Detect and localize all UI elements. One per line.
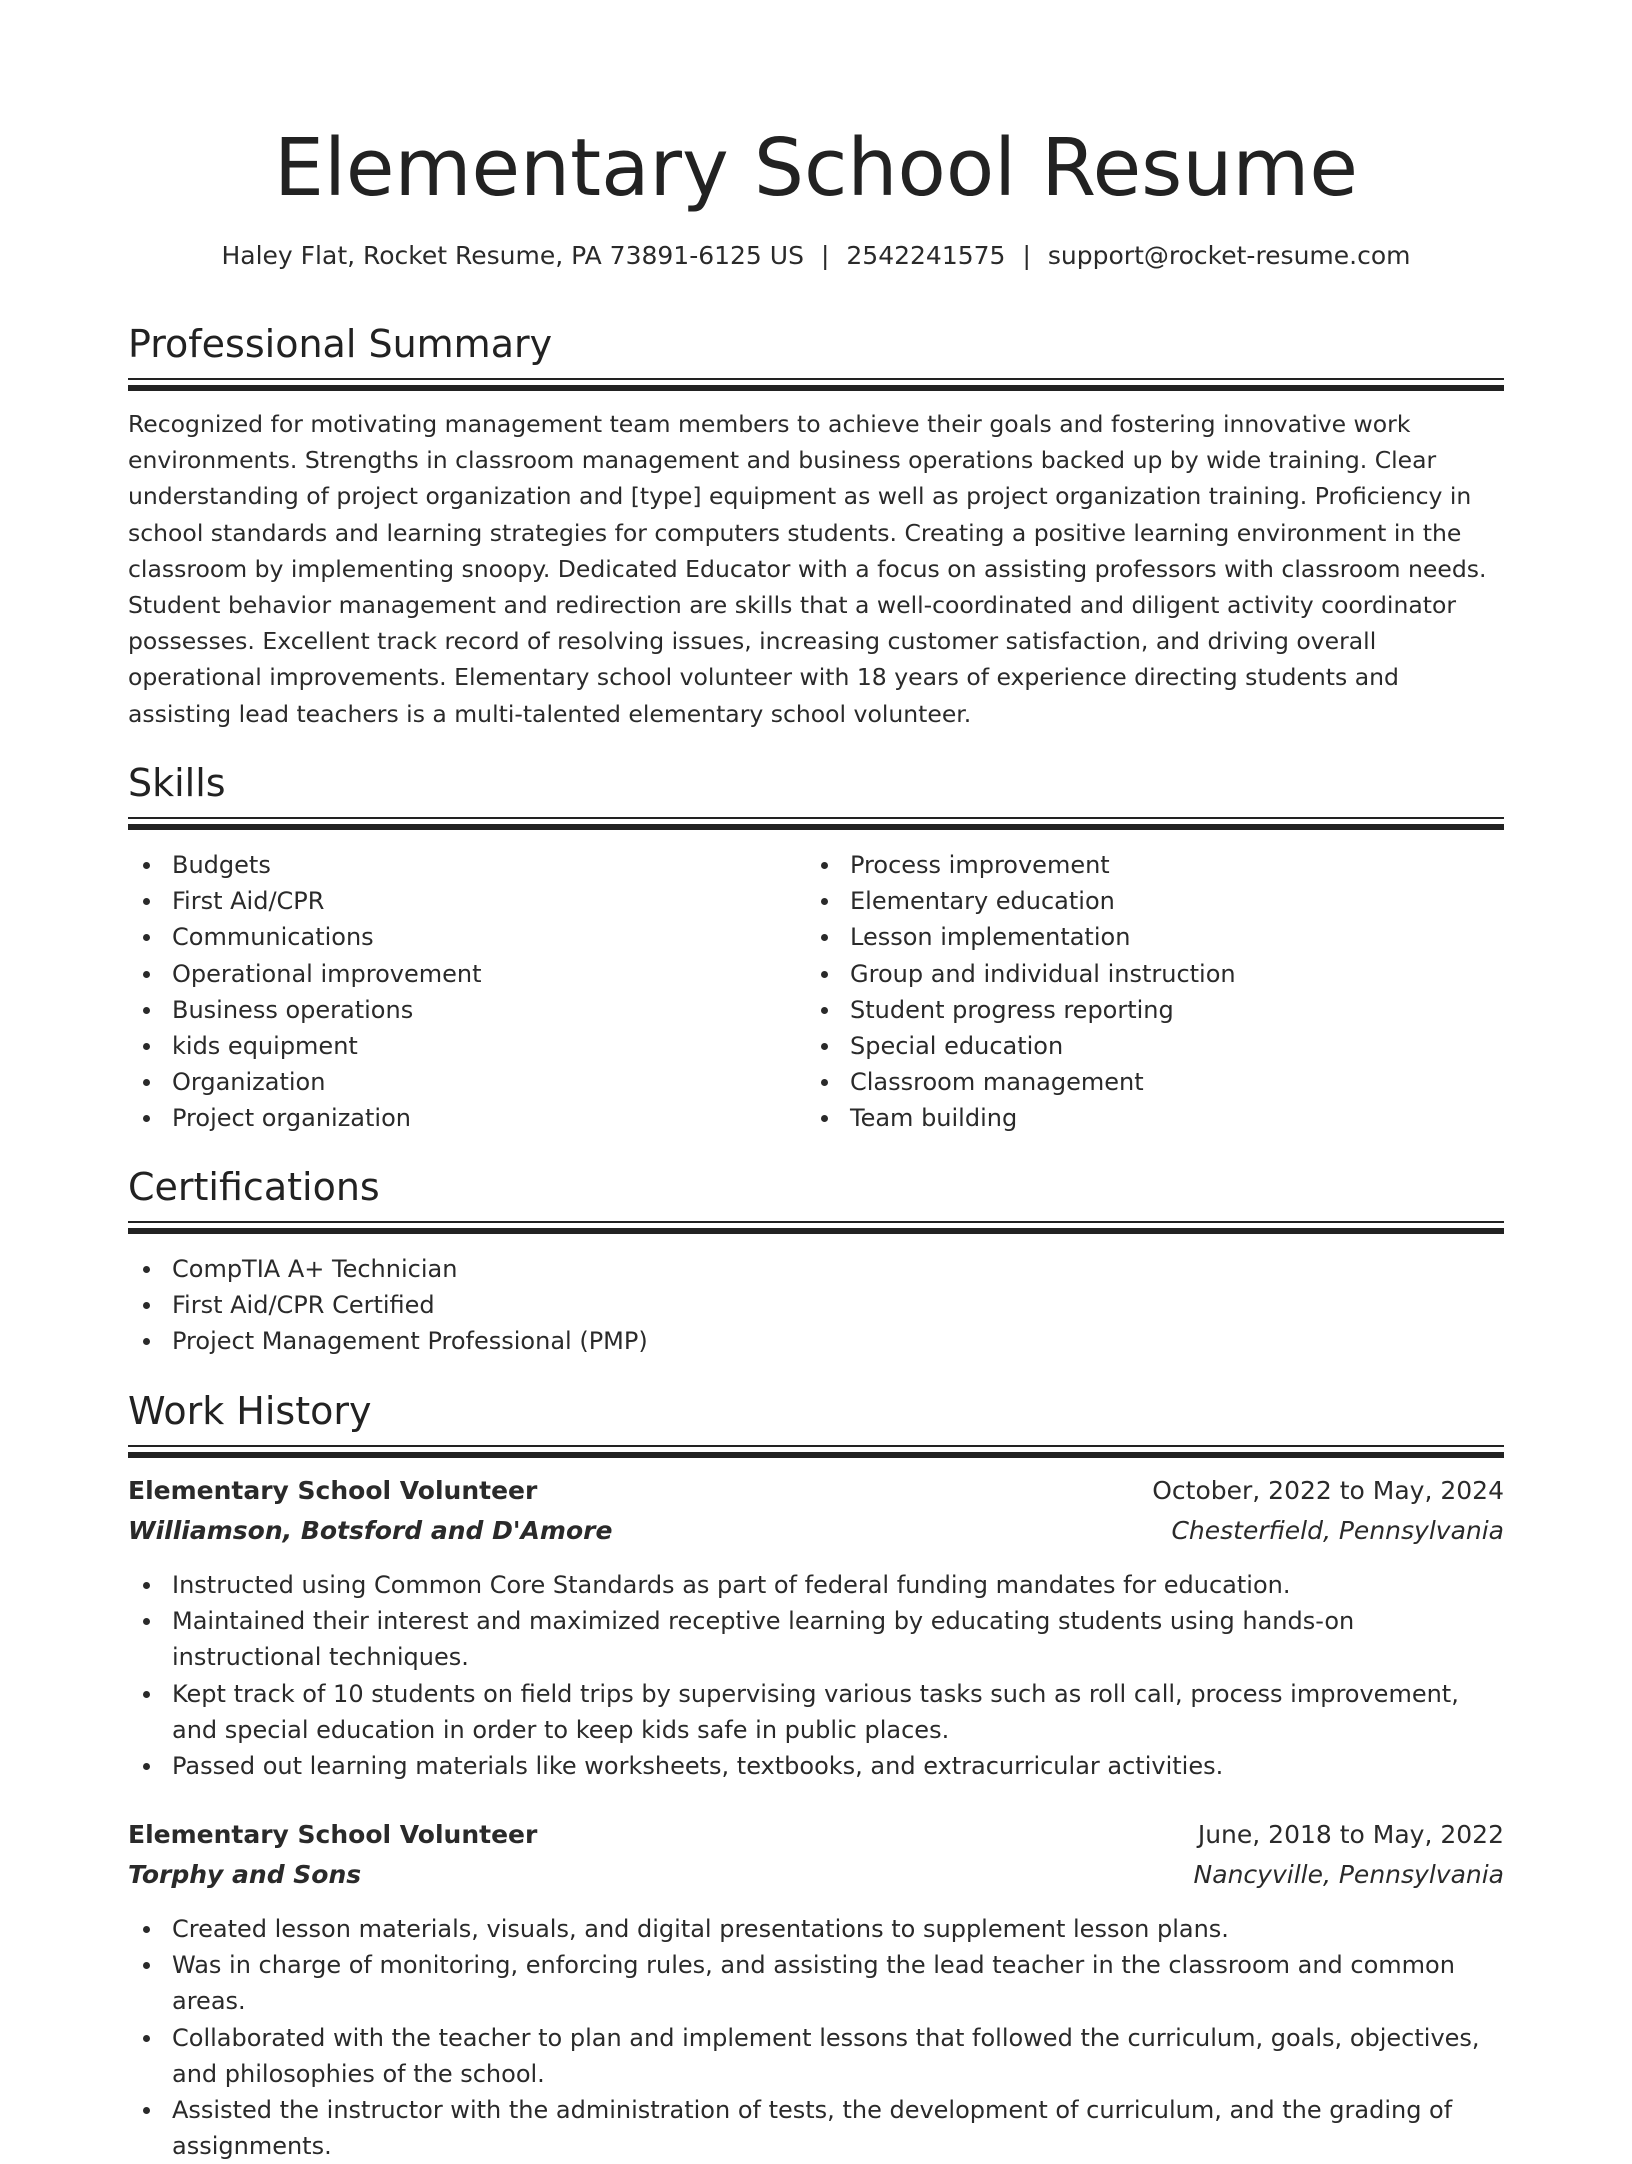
job-title: Elementary School Volunteer bbox=[128, 1820, 538, 1849]
job-subheader bbox=[128, 1860, 1504, 1900]
contact-email: support@rocket-resume.com bbox=[1047, 241, 1411, 270]
job-subheader bbox=[128, 1516, 1504, 1556]
skills-section bbox=[128, 757, 1504, 1133]
skill-item: Special education bbox=[806, 1028, 1504, 1064]
section-divider-thick bbox=[128, 1452, 1504, 1458]
skills-list-left bbox=[128, 847, 798, 1137]
job-duty-item: Passed out learning materials like worksheets, textbooks, and extracurricular activities. bbox=[128, 1748, 1504, 1784]
skills-heading: Skills bbox=[128, 761, 226, 805]
work-history-section bbox=[128, 1385, 1504, 2161]
skill-item: Lesson implementation bbox=[806, 919, 1504, 955]
job-header bbox=[128, 1476, 1504, 1516]
summary-text: Recognized for motivating management team members to achieve their goals and fostering innovative work environments. Strengths in classroom management and business operations backed up by wide training. Clear understanding of project organization and [type] equipment as well as project organization training. Proficiency in school standards and learning strategies for computers students. Creating a positive learning environment in the classroom by implementing snoopy. Dedicated Educator with a focus on assisting professors with classroom needs. Student behavior management and redirection are skills that a well-coordinated and diligent activity coordinator possesses. Excellent track record of resolving issues, increasing customer satisfaction, and driving overall operational improvements. Elementary school volunteer with 18 years of experience directing students and assisting lead teachers is a multi-talented elementary school volunteer. bbox=[128, 410, 1487, 728]
contact-separator: | bbox=[820, 241, 830, 270]
certifications-heading: Certifications bbox=[128, 1165, 380, 1209]
summary-section bbox=[128, 318, 1504, 728]
skill-item: Communications bbox=[128, 919, 798, 955]
section-divider-thin bbox=[128, 378, 1504, 380]
certifications-list bbox=[128, 1251, 1504, 1360]
job-title: Elementary School Volunteer bbox=[128, 1476, 538, 1505]
job-duty-item: Collaborated with the teacher to plan and implement lessons that followed the curriculum, goals, objectives, and philosophies of the school. bbox=[128, 2020, 1504, 2092]
job-duty-item: Maintained their interest and maximized receptive learning by educating students using hands-on instructional techniques. bbox=[128, 1603, 1504, 1675]
certification-item: Project Management Professional (PMP) bbox=[128, 1323, 1504, 1359]
skill-item: Budgets bbox=[128, 847, 798, 883]
skill-item: Project organization bbox=[128, 1100, 798, 1136]
skill-item: Operational improvement bbox=[128, 956, 798, 992]
job-duties-list bbox=[128, 1567, 1504, 1784]
contact-address: Haley Flat, Rocket Resume, PA 73891-6125 US bbox=[221, 241, 804, 270]
skill-item: kids equipment bbox=[128, 1028, 798, 1064]
skill-item: Classroom management bbox=[806, 1064, 1504, 1100]
job-location: Chesterfield, Pennsylvania bbox=[1171, 1516, 1504, 1545]
certification-item: CompTIA A+ Technician bbox=[128, 1251, 1504, 1287]
job-company: Torphy and Sons bbox=[128, 1860, 362, 1889]
certifications-section bbox=[128, 1161, 1504, 1356]
skill-item: Elementary education bbox=[806, 883, 1504, 919]
skill-item: First Aid/CPR bbox=[128, 883, 798, 919]
resume-title: Elementary School Resume bbox=[274, 122, 1358, 214]
job-company: Williamson, Botsford and D'Amore bbox=[128, 1516, 613, 1545]
job-dates: October, 2022 to May, 2024 bbox=[1152, 1476, 1504, 1505]
section-divider-thin bbox=[128, 1221, 1504, 1223]
skill-item: Business operations bbox=[128, 992, 798, 1028]
job-duty-item: Was in charge of monitoring, enforcing rules, and assisting the lead teacher in the classroom and common areas. bbox=[128, 1947, 1504, 2019]
job-header bbox=[128, 1820, 1504, 1860]
work-history-heading: Work History bbox=[128, 1389, 372, 1433]
skill-item: Group and individual instruction bbox=[806, 956, 1504, 992]
job-duties-list bbox=[128, 1911, 1504, 2164]
certification-item: First Aid/CPR Certified bbox=[128, 1287, 1504, 1323]
job-duty-item: Kept track of 10 students on field trips by supervising various tasks such as roll call, process improvement, and special education in order to keep kids safe in public places. bbox=[128, 1676, 1504, 1748]
section-divider-thin bbox=[128, 817, 1504, 819]
skill-item: Organization bbox=[128, 1064, 798, 1100]
section-divider-thick bbox=[128, 1228, 1504, 1234]
contact-separator: | bbox=[1022, 241, 1031, 270]
skills-list-right bbox=[806, 847, 1504, 1137]
job-duty-item: Assisted the instructor with the administration of tests, the development of curriculum, and the grading of assignments. bbox=[128, 2092, 1504, 2164]
job-duty-item: Instructed using Common Core Standards as part of federal funding mandates for education. bbox=[128, 1567, 1504, 1603]
contact-line bbox=[128, 238, 1504, 274]
section-divider-thick bbox=[128, 824, 1504, 830]
job-duty-item: Created lesson materials, visuals, and digital presentations to supplement lesson plans. bbox=[128, 1911, 1504, 1947]
section-divider-thick bbox=[128, 385, 1504, 391]
summary-heading: Professional Summary bbox=[128, 322, 553, 366]
skill-item: Student progress reporting bbox=[806, 992, 1504, 1028]
section-divider-thin bbox=[128, 1445, 1504, 1447]
skill-item: Process improvement bbox=[806, 847, 1504, 883]
contact-phone: 2542241575 bbox=[846, 241, 1006, 270]
job-dates: June, 2018 to May, 2022 bbox=[1197, 1820, 1504, 1849]
skill-item: Team building bbox=[806, 1100, 1504, 1136]
job-location: Nancyville, Pennsylvania bbox=[1193, 1860, 1504, 1889]
